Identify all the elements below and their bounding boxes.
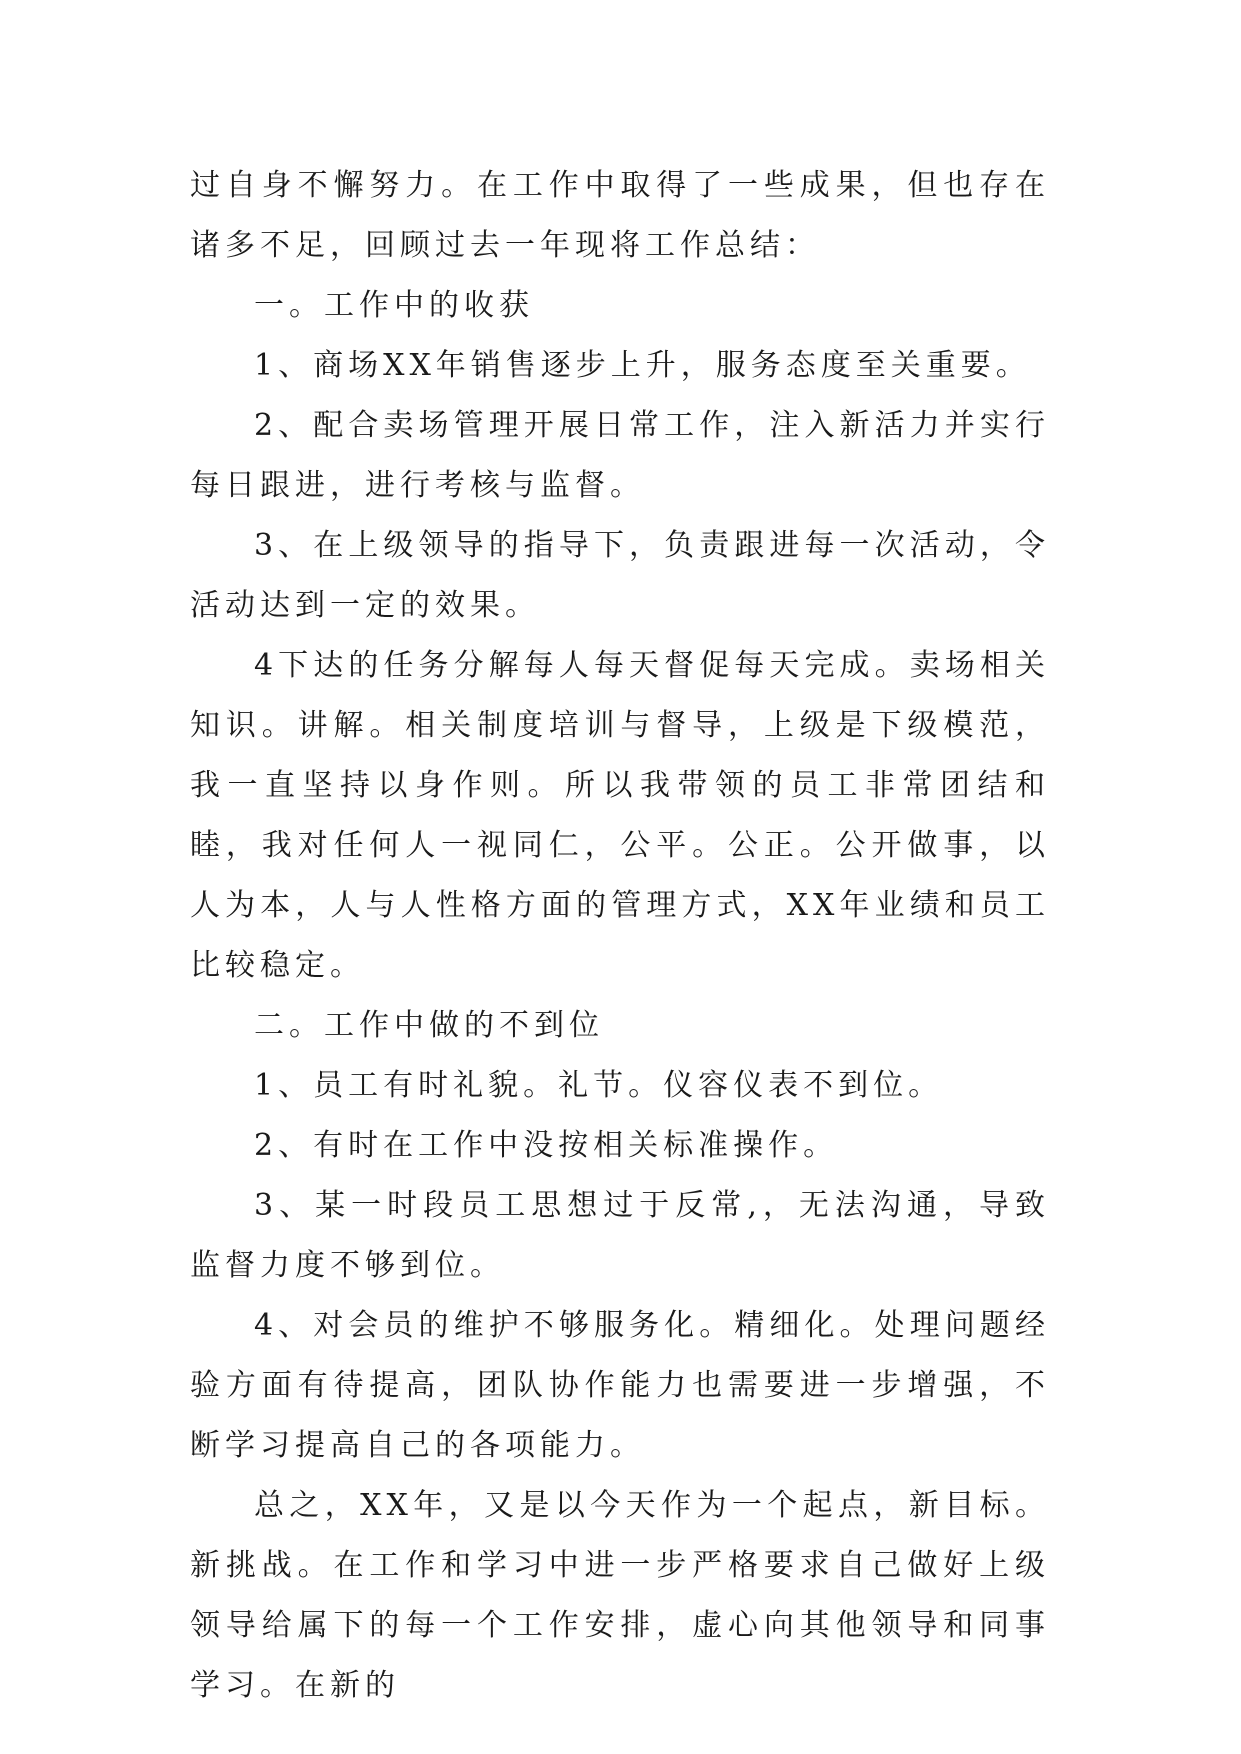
document-body (190, 156, 1050, 1716)
list-item-shortcoming-1: 1、员工有时礼貌。礼节。仪容仪表不到位。 (254, 1068, 944, 1103)
list-item-shortcoming-2: 2、有时在工作中没按相关标准操作。 (254, 1128, 839, 1163)
paragraph-conclusion: 总之，XX年，又是以今天作为一个起点，新目标。新挑战。在工作和学习中进一步严格要求自己做好上级领导给属下的每一个工作安排，虚心向其他领导和同事学习。在新的 (190, 1488, 1050, 1703)
list-item-shortcoming-4: 4、对会员的维护不够服务化。精细化。处理问题经验方面有待提高，团队协作能力也需要进一步增强，不断学习提高自己的各项能力。 (190, 1308, 1050, 1463)
list-item-gain-3: 3、在上级领导的指导下，负责跟进每一次活动，令活动达到一定的效果。 (190, 528, 1050, 623)
section-heading-shortcomings: 二。工作中做的不到位 (254, 1008, 604, 1043)
paragraph-intro: 过自身不懈努力。在工作中取得了一些成果，但也存在诸多不足，回顾过去一年现将工作总结： (190, 168, 1050, 263)
list-item-gain-1: 1、商场XX年销售逐步上升，服务态度至关重要。 (254, 348, 1031, 383)
list-item-gain-2: 2、配合卖场管理开展日常工作，注入新活力并实行每日跟进，进行考核与监督。 (190, 408, 1050, 503)
list-item-shortcoming-3: 3、某一时段员工思想过于反常,，无法沟通，导致监督力度不够到位。 (190, 1188, 1050, 1283)
section-heading-gains: 一。工作中的收获 (254, 288, 534, 323)
list-item-gain-4: 4下达的任务分解每人每天督促每天完成。卖场相关知识。讲解。相关制度培训与督导，上级是下级模范，我一直坚持以身作则。所以我带领的员工非常团结和睦，我对任何人一视同仁，公平。公正。公开做事，以人为本，人与人性格方面的管理方式，XX年业绩和员工比较稳定。 (190, 648, 1050, 983)
